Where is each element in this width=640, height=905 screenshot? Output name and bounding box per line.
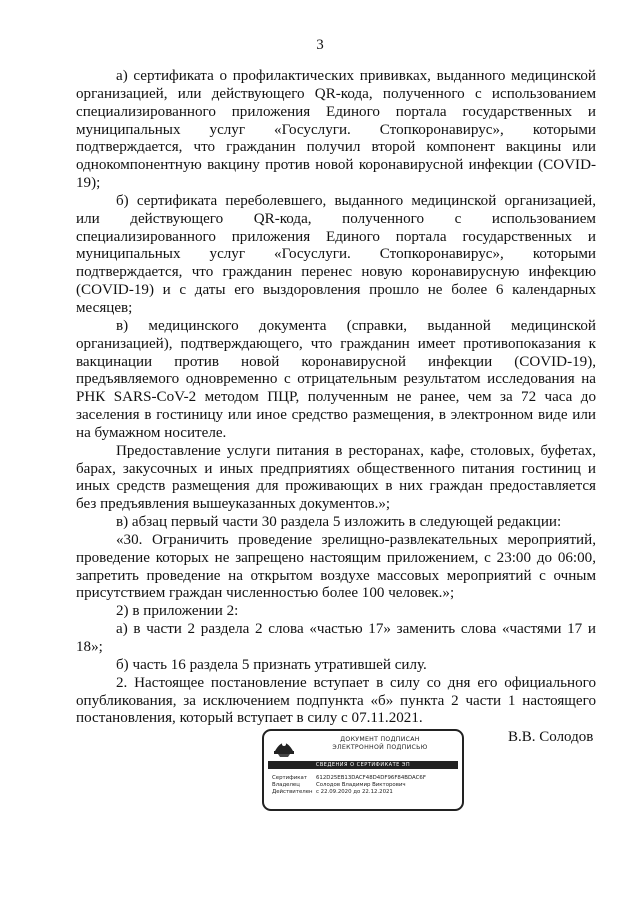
paragraph: б) сертификата переболевшего, выданного медицинской организацией, или действующего QR-кода, полученного с использованием специализированного приложения Единого портала государственных и муниципальных услуг «Госуслуги. Стопкоронавирус», которыми подтверждается, что гражданин перенес новую коронавирусную инфекцию (COVID-19) и с даты его выздоровления прошло не более 6 календарных месяцев; bbox=[76, 192, 596, 316]
coat-of-arms-icon bbox=[272, 736, 296, 758]
paragraph: в) абзац первый части 30 раздела 5 изложить в следующей редакции: bbox=[116, 514, 562, 531]
paragraph: «30. Ограничить проведение зрелищно-развлекательных мероприятий, проведение которых не запрещено настоящим приложением, с 23:00 до 06:00, запретить проведение на открытом воздухе массовых мероприятий с очным присутствием граждан численностью более 100 человек.»; bbox=[76, 531, 596, 602]
paragraph: а) в части 2 раздела 2 слова «частью 17» заменить слова «частями 17 и 18»; bbox=[76, 621, 596, 655]
owner-row: Владелец Солодов Владимир Викторович bbox=[272, 782, 406, 788]
signatory-name: В.В. Солодов bbox=[508, 729, 594, 745]
certificate-info-bar: СВЕДЕНИЯ О СЕРТИФИКАТЕ ЭП bbox=[268, 761, 458, 769]
document-body bbox=[76, 68, 596, 728]
paragraph: в) медицинского документа (справки, выданной медицинской организацией), подтверждающего, что гражданин имеет противопоказания к вакцинации против новой коронавирусной инфекции (COVID-19), предъявляемого одновременно с отрицательным результатом исследования на РНК SARS-CoV-2 методом ПЦР, полученным не ранее, чем за 72 часа до заселения в гостиницу или иное средство размещения, в электронном виде или на бумажном носителе. bbox=[76, 317, 596, 441]
paragraph: 2. Настоящее постановление вступает в силу со дня его официального опубликования, за исключением подпункта «б» пункта 2 части 1 настоящего постановления, который вступает в силу с 07.11.2021. bbox=[76, 674, 596, 727]
validity-row: Действителен с 22.09.2020 до 22.12.2021 bbox=[272, 789, 393, 795]
paragraph: Предоставление услуги питания в ресторанах, кафе, столовых, буфетах, барах, закусочных и иных предприятиях общественного питания гостиниц и иных средств размещения для проживающих в них граждан предоставляется без предъявления вышеуказанных документов.»; bbox=[76, 442, 596, 513]
electronic-signature-stamp bbox=[262, 729, 464, 811]
paragraph: б) часть 16 раздела 5 признать утратившей силу. bbox=[116, 656, 427, 673]
stamp-title: ДОКУМЕНТ ПОДПИСАН ЭЛЕКТРОННОЙ ПОДПИСЬЮ bbox=[332, 736, 428, 751]
paragraph: а) сертификата о профилактических прививках, выданного медицинской организацией, или действующего QR-кода, полученного с использованием специализированного приложения Единого портала государственных и муниципальных услуг «Госуслуги. Стопкоронавирус», которыми подтверждается, что гражданин получил второй компонент вакцины или однокомпонентную вакцину против новой коронавирусной инфекции (COVID-19); bbox=[76, 68, 596, 192]
paragraph: 2) в приложении 2: bbox=[116, 603, 239, 620]
certificate-row: Сертификат 612D25EB13DACF48D4DF96F84BDAC6F bbox=[272, 775, 426, 781]
page-number: 3 bbox=[316, 37, 324, 53]
